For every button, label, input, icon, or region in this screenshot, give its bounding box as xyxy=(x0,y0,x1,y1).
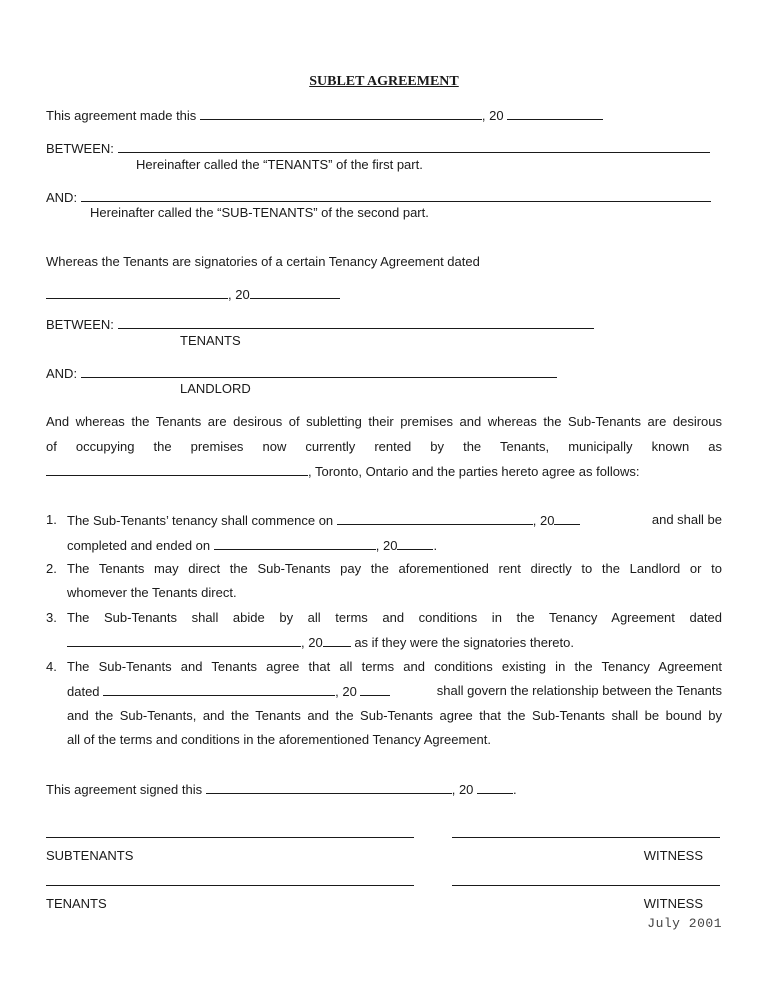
between-tenants-2-line xyxy=(46,316,594,333)
subtenants-signature-line[interactable] xyxy=(46,837,414,838)
end-date-blank[interactable] xyxy=(214,537,376,550)
agreement-year-blank[interactable] xyxy=(507,107,603,120)
agreement-day-blank[interactable] xyxy=(200,107,482,120)
clause-1-number: 1. xyxy=(46,512,57,527)
and-label: AND: xyxy=(46,190,78,205)
revision-date-stamp: July 2001 xyxy=(647,916,722,931)
witness-1-signature-line[interactable] xyxy=(452,837,720,838)
document-title: SUBLET AGREEMENT xyxy=(309,74,459,89)
clause-4-line-2 xyxy=(67,683,722,700)
between-label: BETWEEN: xyxy=(46,141,114,156)
premises-para-line-3-text: , Toronto, Ontario and the parties hereto agree as follows: xyxy=(308,464,640,479)
clause-3-date-blank[interactable] xyxy=(67,634,301,647)
premises-address-blank[interactable] xyxy=(46,463,308,476)
between-label-2: BETWEEN: xyxy=(46,317,114,332)
clause-2-line-1: The Tenants may direct the Sub-Tenants pay the aforementioned rent directly to the Landlord or to xyxy=(67,561,722,576)
intro-text: This agreement made this xyxy=(46,108,197,123)
tenants-label: TENANTS xyxy=(46,896,107,911)
clause-1-end-year-prefix: , 20 xyxy=(375,538,398,553)
whereas-text: Whereas the Tenants are signatories of a certain Tenancy Agreement dated xyxy=(46,254,480,269)
clause-4-year-blank[interactable] xyxy=(360,683,390,696)
clause-3-year-prefix: , 20 xyxy=(301,635,323,650)
clause-4-line-4: all of the terms and conditions in the aforementioned Tenancy Agreement. xyxy=(67,732,491,747)
signed-date-line xyxy=(46,781,517,798)
clause-3-number: 3. xyxy=(46,610,57,625)
commence-year-blank[interactable] xyxy=(554,512,580,525)
agreement-date-line xyxy=(46,107,603,124)
between-tenants-line xyxy=(46,140,710,157)
clause-1-text-c: and shall be xyxy=(651,512,722,527)
witness-2-signature-line[interactable] xyxy=(452,885,720,886)
clause-1-year-prefix: , 20 xyxy=(532,513,555,528)
tenants-name-blank[interactable] xyxy=(118,140,710,153)
signed-period: . xyxy=(513,782,517,797)
subtenants-name-blank[interactable] xyxy=(81,189,711,202)
clause-4-govern-text: shall govern the relationship between the Tenants xyxy=(436,683,722,698)
tenancy-year-prefix: , 20 xyxy=(228,287,250,302)
signed-year-blank[interactable] xyxy=(477,781,513,794)
clause-3-line-2 xyxy=(67,634,574,651)
clause-4-date-blank[interactable] xyxy=(103,683,335,696)
premises-para-line-1: And whereas the Tenants are desirous of subletting their premises and whereas the Sub-Tenants are desirous xyxy=(46,414,722,429)
witness-1-label: WITNESS xyxy=(643,848,703,863)
signed-text: This agreement signed this xyxy=(46,782,203,797)
clause-4-year-prefix: , 20 xyxy=(335,684,357,699)
intro-year-prefix: , 20 xyxy=(481,108,504,123)
landlord-name-blank[interactable] xyxy=(81,365,557,378)
clause-4-line-3: and the Sub-Tenants, and the Tenants and the Sub-Tenants agree that the Sub-Tenants shall be bound by xyxy=(67,708,722,723)
clause-3-line-1: The Sub-Tenants shall abide by all terms and conditions in the Tenancy Agreement dated xyxy=(67,610,722,625)
clause-1-period: . xyxy=(433,538,438,553)
tenancy-date-line xyxy=(46,286,340,303)
clause-1-line-1 xyxy=(67,512,722,529)
clause-3-text: as if they were the signatories thereto. xyxy=(354,635,574,650)
subtenants-label: SUBTENANTS xyxy=(46,848,134,863)
end-year-blank[interactable] xyxy=(397,537,433,550)
and-label-2: AND: xyxy=(46,366,78,381)
signed-year-prefix: , 20 xyxy=(451,782,474,797)
clause-4-line-1: The Sub-Tenants and Tenants agree that all terms and conditions existing in the Tenancy Agreement xyxy=(67,659,722,674)
tenants-signature-line[interactable] xyxy=(46,885,414,886)
tenancy-date-blank[interactable] xyxy=(46,286,228,299)
tenants-note: Hereinafter called the “TENANTS” of the first part. xyxy=(136,157,423,172)
signed-day-blank[interactable] xyxy=(206,781,452,794)
clause-3-year-blank[interactable] xyxy=(323,634,351,647)
landlord-role-label: LANDLORD xyxy=(180,381,251,396)
clause-2-number: 2. xyxy=(46,561,57,576)
tenants-2-blank[interactable] xyxy=(118,316,594,329)
clause-1-line-2 xyxy=(67,537,437,554)
clause-1-end-text: completed and ended on xyxy=(67,538,211,553)
tenancy-year-blank[interactable] xyxy=(250,286,340,299)
commence-date-blank[interactable] xyxy=(337,512,533,525)
premises-para-line-2: of occupying the premises now currently rented by the Tenants, municipally known as xyxy=(46,439,722,454)
and-landlord-line xyxy=(46,365,557,382)
subtenants-note: Hereinafter called the “SUB-TENANTS” of the second part. xyxy=(90,205,429,220)
clause-4-dated-label: dated xyxy=(67,684,100,699)
witness-2-label: WITNESS xyxy=(643,896,703,911)
tenants-role-label: TENANTS xyxy=(180,333,241,348)
clause-1-text-a: The Sub-Tenants’ tenancy shall commence on xyxy=(67,513,334,528)
and-subtenants-line xyxy=(46,189,711,206)
premises-para-line-3 xyxy=(46,463,639,480)
clause-4-number: 4. xyxy=(46,659,57,674)
clause-2-line-2: whomever the Tenants direct. xyxy=(67,585,237,600)
